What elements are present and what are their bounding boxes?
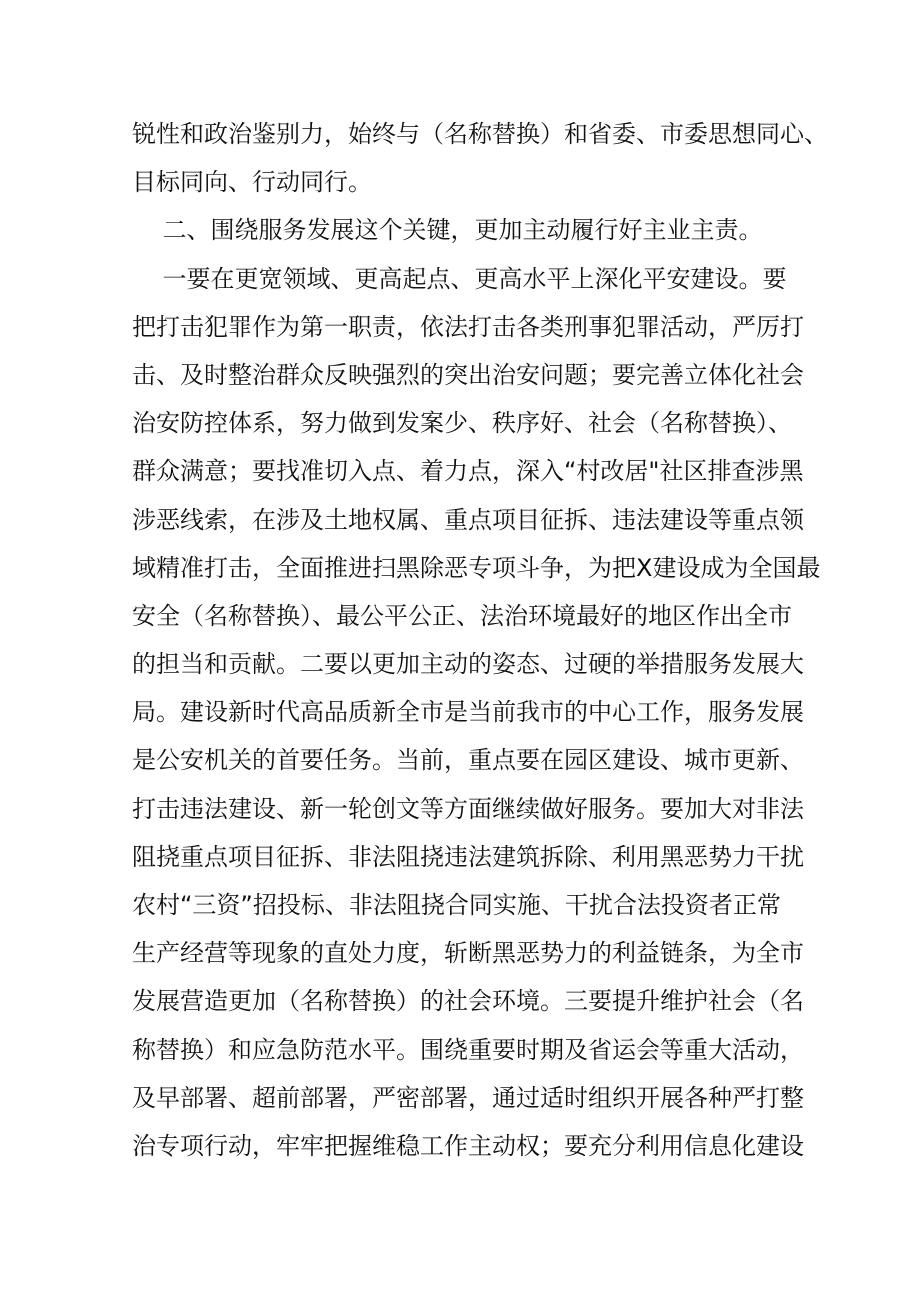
text-line: 及早部署、超前部署，严密部署，通过适时组织开展各种严打整 bbox=[132, 1083, 804, 1112]
text-line: 涉恶线索，在涉及土地权属、重点项目征拆、违法建设等重点领 bbox=[132, 505, 804, 534]
text-line: 阻挠重点项目征拆、非法阻挠违法建筑拆除、利用黑恶势力干扰 bbox=[132, 842, 804, 871]
text-line: 目标同向、行动同行。 bbox=[132, 168, 372, 197]
text-line: 生产经营等现象的直处力度，斩断黑恶势力的利益链条，为全市 bbox=[132, 939, 804, 968]
text-line: 称替换）和应急防范水平。围绕重要时期及省运会等重大活动， bbox=[132, 1035, 804, 1064]
text-line: 击、及时整治群众反映强烈的突出治安问题；要完善立体化社会 bbox=[132, 360, 804, 389]
text-line: 发展营造更加（名称替换）的社会环境。三要提升维护社会（名 bbox=[132, 987, 804, 1016]
body-text bbox=[132, 110, 828, 1170]
text-line: 农村“三资”招投标、非法阻挠合同实施、干扰合法投资者正常 bbox=[132, 891, 781, 919]
text-line: 局。建设新时代高品质新全市是当前我市的中心工作，服务发展 bbox=[132, 698, 804, 727]
text-line: 群众满意；要找准切入点、着力点，深入“村改居"社区排查涉黑 bbox=[132, 457, 804, 486]
text-line: 治安防控体系，努力做到发案少、秩序好、社会（名称替换）、 bbox=[132, 409, 792, 438]
text-line: 域精准打击，全面推进扫黑除恶专项斗争，为把X建设成为全国最 bbox=[132, 553, 821, 582]
text-line: 把打击犯罪作为第一职责，依法打击各类刑事犯罪活动，严厉打 bbox=[132, 312, 804, 341]
text-line: 的担当和贡献。二要以更加主动的姿态、过硬的举措服务发展大 bbox=[132, 650, 804, 679]
text-line: 锐性和政治鉴别力，始终与（名称替换）和省委、市委思想同心、 bbox=[132, 120, 828, 148]
text-line: 是公安机关的首要任务。当前，重点要在园区建设、城市更新、 bbox=[132, 746, 804, 775]
text-line: 一要在更宽领域、更高起点、更高水平上深化平安建设。要 bbox=[132, 264, 787, 293]
text-line: 打击违法建设、新一轮创文等方面继续做好服务。要加大对非法 bbox=[132, 794, 804, 823]
section-heading: 二、围绕服务发展这个关键，更加主动履行好主业主责。 bbox=[132, 216, 763, 245]
text-line: 治专项行动，牢牢把握维稳工作主动权；要充分利用信息化建设 bbox=[132, 1131, 804, 1160]
text-line: 安全（名称替换）、最公平公正、法治环境最好的地区作出全市 bbox=[132, 601, 792, 630]
